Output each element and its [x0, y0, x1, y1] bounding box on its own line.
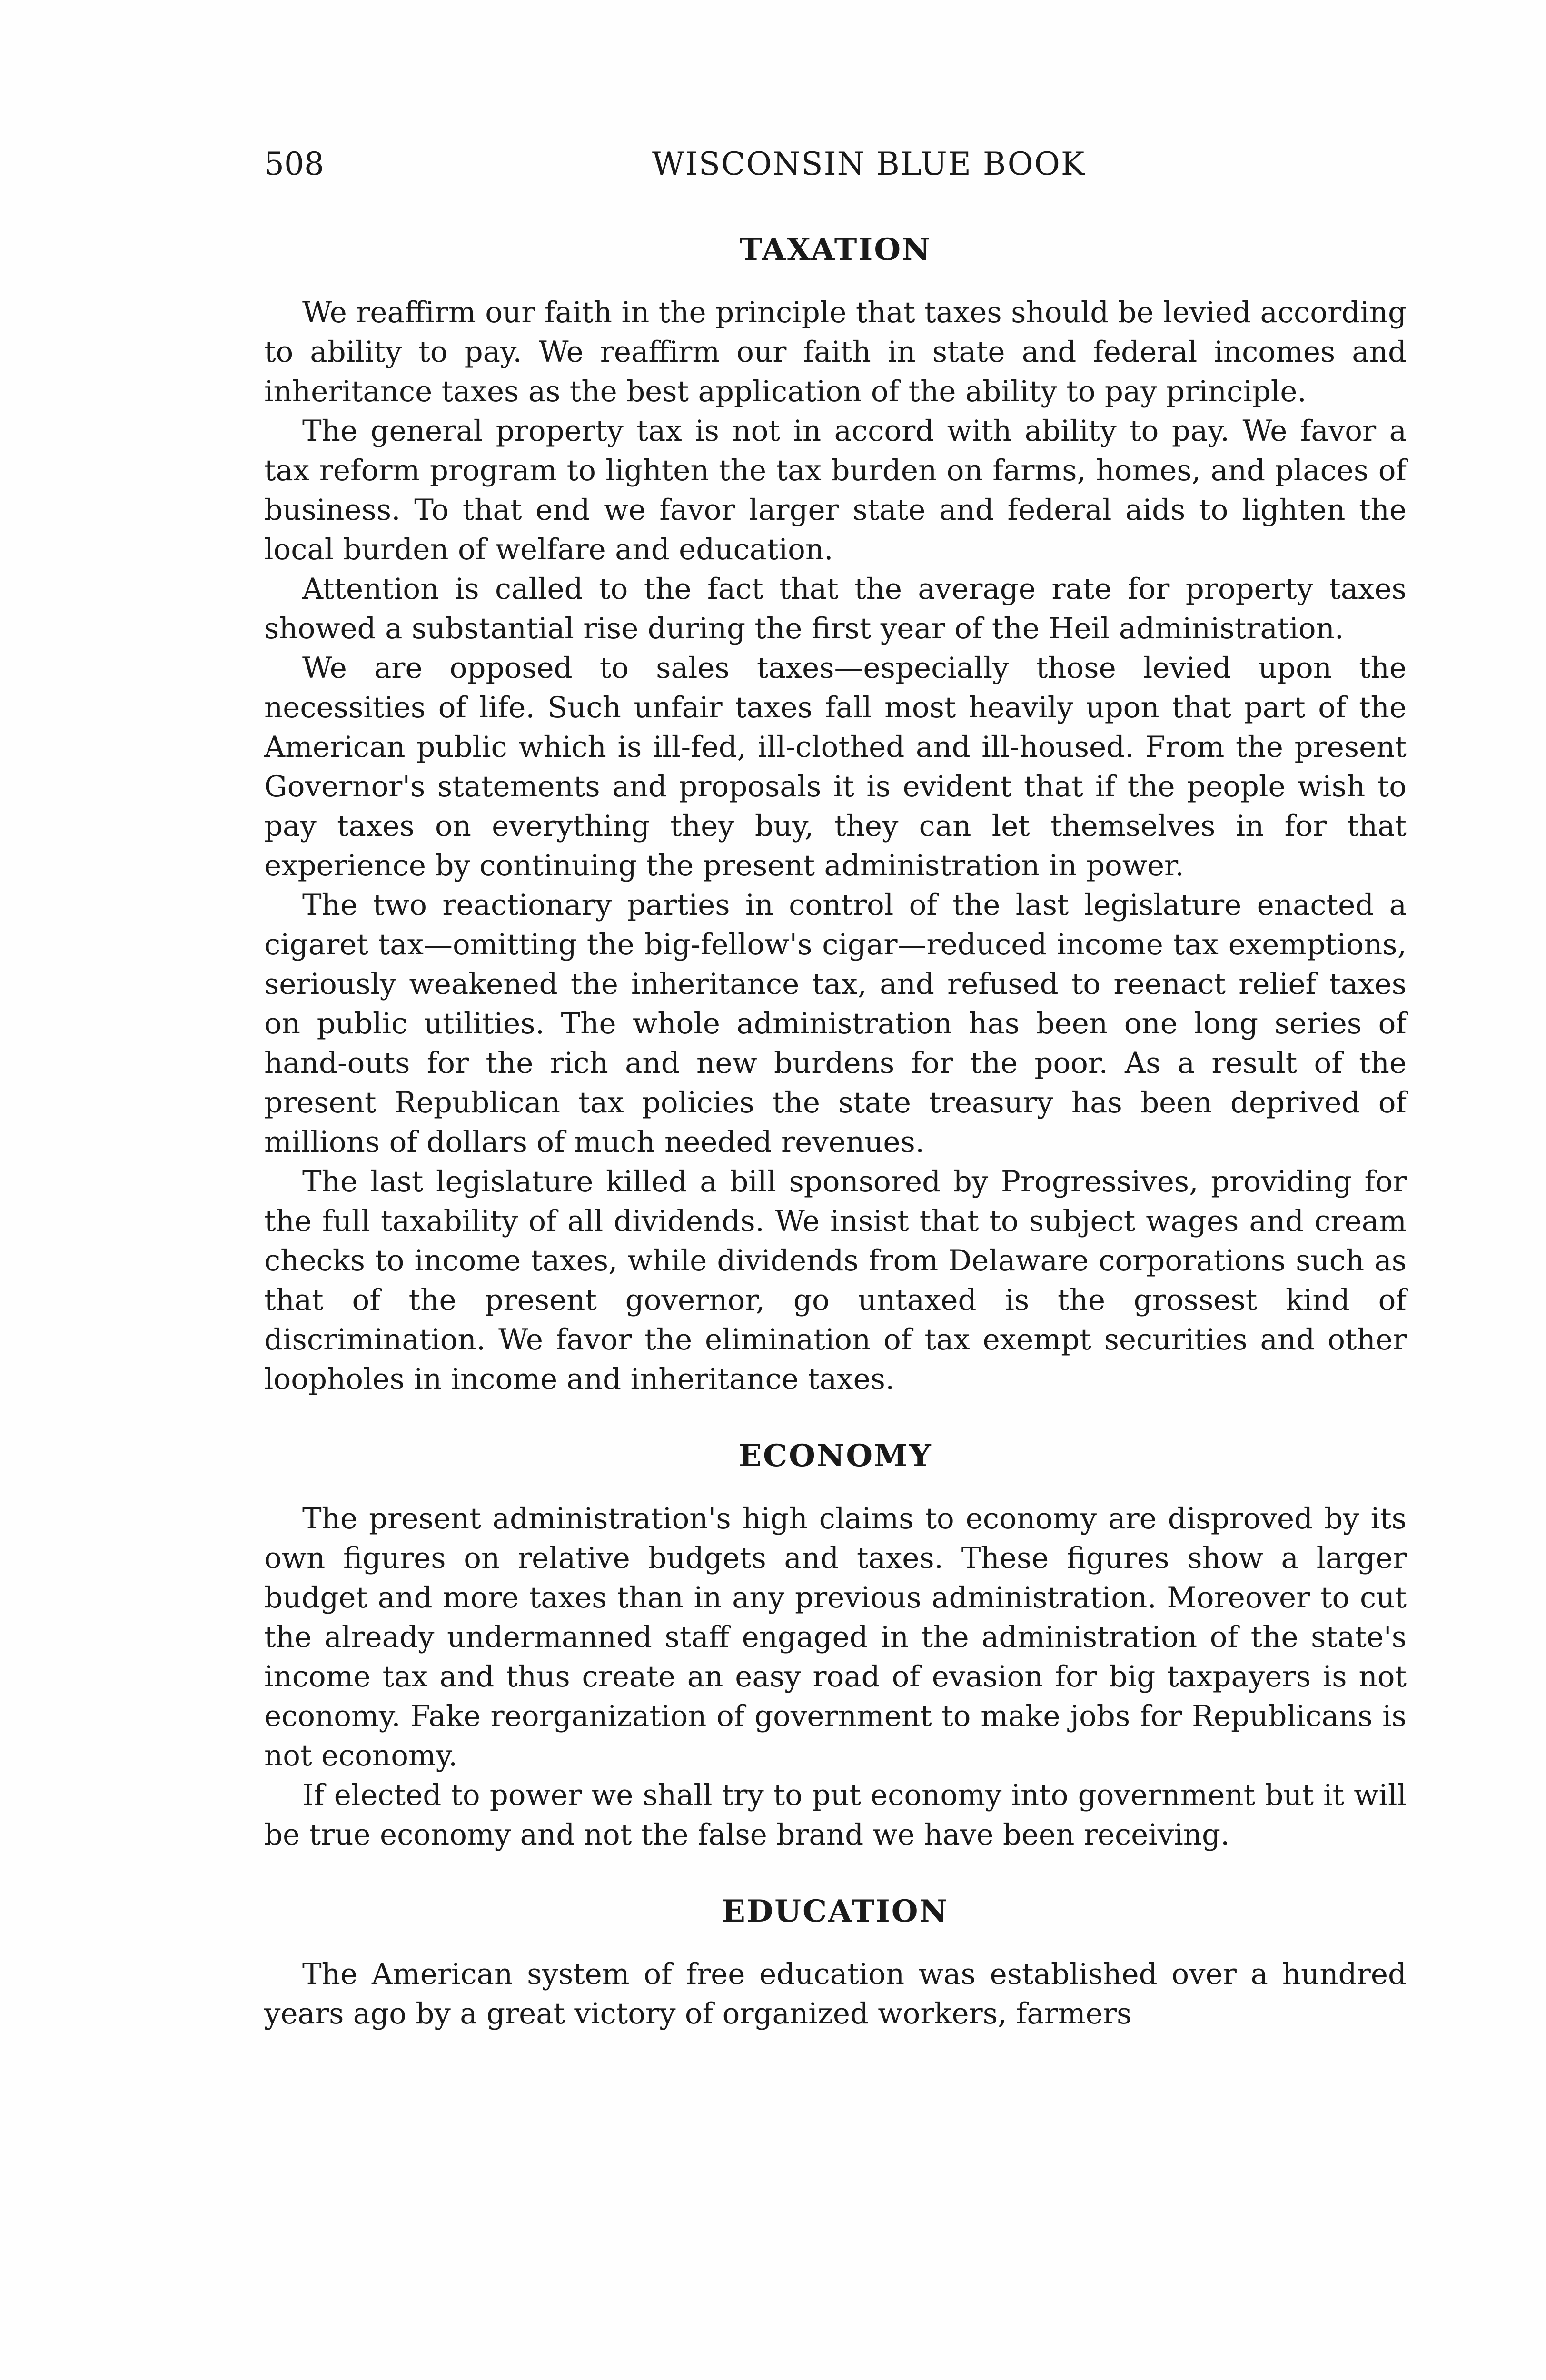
page-body — [264, 226, 1407, 2033]
section-education — [264, 1888, 1407, 2033]
section-heading: ECONOMY — [738, 1438, 932, 1474]
paragraph: The American system of free education was established over a hundred years ago by a great victory of organized workers, farmers — [264, 1957, 1407, 2031]
paragraph: The last legislature killed a bill sponsored by Progressives, providing for the full taxability of all dividends. We insist that to subject wages and cream checks to income taxes, while dividends from Delaware corporations such as that of the present governor, go untaxed is the grossest kind of discrimination. We favor the elimination of tax exempt securities and other loopholes in income and inheritance taxes. — [264, 1165, 1407, 1396]
paragraph: We reaffirm our faith in the principle that taxes should be levied according to ability to pay. We reaffirm our faith in state and federal incomes and inheritance taxes as the best application of the ability to pay principle. — [264, 296, 1407, 408]
paragraph: If elected to power we shall try to put economy into government but it will be true economy and not the false brand we have been receiving. — [264, 1778, 1407, 1852]
page-number: 508 — [264, 146, 324, 182]
paragraph: The two reactionary parties in control of the last legislature enacted a cigaret tax—omitting the big-fellow's cigar—reduced income tax exemptions, seriously weakened the inheritance tax, and refused to reenact relief taxes on public utilities. The whole administration has been one long series of hand-outs for the rich and new burdens for the poor. As a result of the present Republican tax policies the state treasury has been deprived of millions of dollars of much needed revenues. — [264, 888, 1407, 1159]
paragraph: The present administration's high claims to economy are disproved by its own figures on relative budgets and taxes. These figures show a larger budget and more taxes than in any previous administration. Moreover to cut the already undermanned staff engaged in the administration of the state's income tax and thus create an easy road of evasion for big taxpayers is not economy. Fake reorganization of government to make jobs for Republicans is not economy. — [264, 1502, 1407, 1773]
section-heading: EDUCATION — [722, 1894, 949, 1929]
running-head — [264, 140, 1407, 188]
paragraph: Attention is called to the fact that the average rate for property taxes showed a substantial rise during the first year of the Heil administration. — [264, 572, 1407, 645]
section-heading: TAXATION — [739, 232, 932, 268]
book-title: WISCONSIN BLUE BOOK — [652, 146, 1086, 182]
section-taxation — [264, 226, 1407, 1399]
paragraph: We are opposed to sales taxes—especially those levied upon the necessities of life. Such unfair taxes fall most heavily upon that part of the American public which is ill-fed, ill-clothed and ill-housed. From the present Governor's statements and proposals it is evident that if the people wish to pay taxes on everything they buy, they can let themselves in for that experience by continuing the present administration in power. — [264, 651, 1407, 883]
section-economy — [264, 1432, 1407, 1854]
paragraph: The general property tax is not in accord with ability to pay. We favor a tax reform program to lighten the tax burden on farms, homes, and places of business. To that end we favor larger state and federal aids to lighten the local burden of welfare and education. — [264, 414, 1407, 566]
